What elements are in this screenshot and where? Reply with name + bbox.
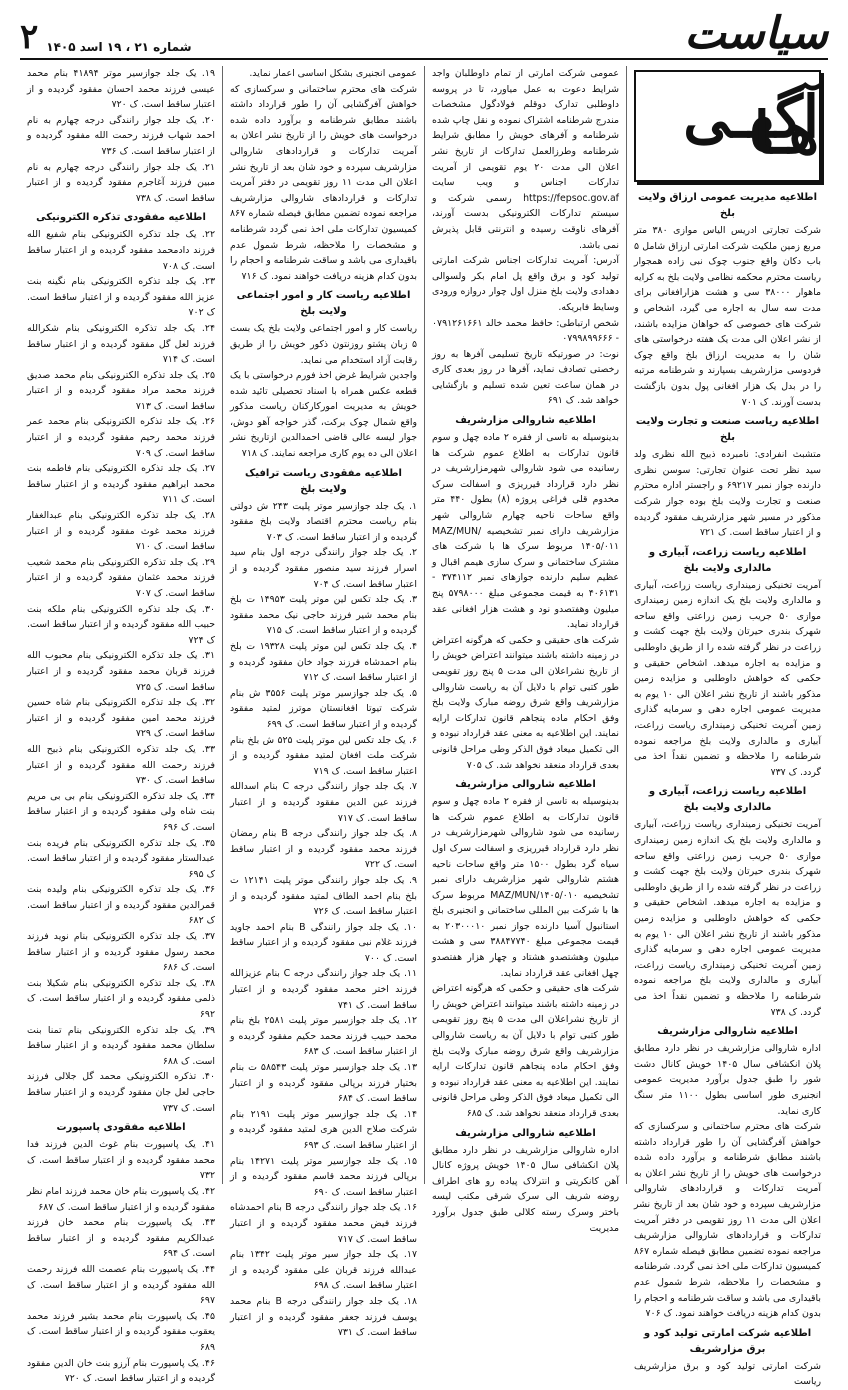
notice-heading: اطلاعیه مدیریت عمومی ارزاق ولایت بلخ — [637, 192, 818, 219]
notice-heading: اطلاعیه شاروالی مزارشریف — [657, 1026, 798, 1038]
notice-text: اداره شاروالی مزارشریف در نظر دارد مطابق پلان انکشافی سال ۱۴۰۵ خویش کانال دشت شور را طبق جدول برآورد مدیریت عمومی انجنیری طور اساسی بطول ۱۱۰۰ متر سنگ کاری نماید. — [634, 1043, 821, 1117]
list-item: ۷. یک جلد جواز رانندگی درجه C بنام اسدالله فرزند عین الدین مفقود گردیده و از اعتبار ساقط است. ک ۷۱۷ — [230, 781, 417, 824]
list-item: ۲۸. یک جلد تذکره الکترونیکی بنام عبدالغفار فرزند محمد غوث مفقود گردیده و از اعتبار ساقط است. ک ۷۱۰ — [27, 510, 215, 553]
list-item: ۳۹. یک جلد تذکره الکترونیکی بنام تمنا بنت سلطان محمد مفقود گردیده و از اعتبار ساقط است. ک ۶۸۸ — [27, 1024, 215, 1067]
list-item: ۳۱. یک جلد تذکره الکترونیکی بنام محبوب الله فرزند قربان محمد مفقود گردیده و از اعتبار ساقط است. ک ۷۲۵ — [27, 650, 215, 693]
list-item: ۳۸. یک جلد تذکره الکترونیکی بنام شکیلا بنت ذلمی مفقود گردیده و از اعتبار ساقط است. ک ۶۹۲ — [27, 977, 215, 1021]
list-item: ۱. یک جلد جوازسیر موتر پلیت ۲۴۳ ش دولتی بنام ریاست محترم اقتصاد ولایت بلخ مفقود گردیده و از اعتبار ساقط است. ک ۷۰۳ — [230, 500, 418, 543]
notice-text: آمریت تخنیکی زمینداری ریاست زراعت، آبیاری و مالداری ولایت بلخ یک اندازه زمین زمینداری موازی ۵۰ جریب زمین زراعتی واقع ساحه شهرک بندری حیرتان ولایت بلخ جهت کشت و زراعت در نظر گرفته شده را از طریق داوطلبی و مزایده به اجاره میدهد. اشخاص حقیقی و حکمی که خواهش داوطلبی و مزایده زمین مذکور باشند از تاریخ نشر اعلان الی ۱۰ یوم به مدیریت عمومی اجاره دهی و سرمایه گذاری زمین آمریت تخنیکی زمینداری ریاست زراعت، آبیاری و مالداری ولایت بلخ مراجعه نموده شرطنامه را ملاحظه و تضمین نقداً اخذ می گردد. ک ۷۳۷ — [634, 579, 822, 778]
list-item: ۱۵. یک جلد جوازسیر موتر پلیت ۱۴۲۷۱ بنام برپالی فرزند محمد قاسم مفقود گردیده و از اعتبار ساقط است. ک ۶۹۰ — [230, 1155, 417, 1198]
notice-text: شرکت امارتی تولید کود و برق مزارشریف ریاست — [634, 1360, 821, 1388]
list-item: ۱۲. یک جلد جوازسیر موتر پلیت ۲۵۸۱ بلخ بنام محمد حبیب فرزند محمد حکیم مفقود گردیده و از اعتبار ساقط است. ک ۶۸۳ — [230, 1015, 418, 1058]
notice-text: عمومی انجنیری بشکل اساسی اعمار نماید. — [249, 68, 417, 79]
list-item: ۲۲. یک جلد تذکره الکترونیکی بنام شفیع الله فرزند دادمحمد مفقود گردیده و از اعتبار ساقط است. ک ۷۰۸ — [27, 229, 215, 272]
notice-heading: اطلاعیه مفقودی پاسپورت — [56, 1122, 186, 1134]
notice-text: آمریت تخنیکی زمینداری ریاست زراعت، آبیاری و مالداری ولایت بلخ یک اندازه زمین زمینداری موازی ۵۰ جریب زمین زراعتی واقع ساحه شهرک بندری حیرتان ولایت بلخ جهت کشت و زراعت در نظر گرفته شده را از طریق داوطلبی و مزایده به اجاره میدهد. اشخاص حقیقی و حکمی که خواهش داوطلبی و مزایده زمین مذکور باشند از تاریخ نشر اعلان الی ۱۰ یوم به مدیریت عمومی اجاره دهی و سرمایه گذاری زمین آمریت تخنیکی زمینداری ریاست زراعت، آبیاری و مالداری ولایت بلخ مراجعه نموده شرطنامه را ملاحظه و تضمین نقداً اخذ می گردد. ک ۷۳۸ — [634, 819, 822, 1018]
notice-heading: اطلاعیه شرکت امارتی تولید کود و برق مزارشریف — [643, 1327, 812, 1355]
notice-text: شرکت های حقیقی و حکمی که هرگونه اعتراض در زمینه داشته باشند میتوانند اعتراض خویش را از تاریخ نشراعلان الی مدت ۵ پنج روز تقویمی طور کتبی توام با دلایل آن به ریاست شاروالی مزارشریف واقع شرق روضه مبارک ولایت بلخ وفق احکام ماده پنجاهم قانون تدارکات ارایه نمایند. این اطلاعیه به معنی عقد قرارداد نبوده و الی تکمیل میعاد فوق الذکر وطی مراحل قانونی بعدی قرارداد منعقد نخواهد شد. ک ۶۸۵ — [432, 983, 619, 1119]
list-item: ۴. یک جلد تکس لین موتر پلیت ۱۹۳۲۸ ت بلخ بنام احمدشاه فرزند جواد خان مفقود گردیده و از اعتبار ساقط است. ک ۷۱۲ — [230, 641, 417, 684]
list-item: ۴۴. یک پاسپورت بنام عصمت الله فرزند رحمت الله مفقود گردیده و از اعتبار ساقط است. ک ۶۹۷ — [27, 1263, 215, 1307]
list-item: ۲۷. یک جلد تذکره الکترونیکی بنام فاطمه بنت محمد ابراهیم مفقود گردیده و از اعتبار ساقط است. ک ۷۱۱ — [27, 463, 215, 506]
notice-heading: اطلاعیه مفقودی ریاست ترافیک ولایت بلخ — [245, 467, 402, 495]
columns — [20, 66, 828, 1388]
notice-heading: اطلاعیه شاروالی مزارشریف — [455, 415, 596, 427]
masthead — [20, 10, 828, 60]
notice-text: متشبث انفرادی: نامبرده ذبیح الله نظری ولد سید نظر تحت عنوان تجارتی: سوسن نظری دارنده جواز نمبر ۶۹۲۱۷ و راجستر اداره محترم صنعت و تجارت ولایت بلخ بوده جواز شرکت مذکور در مسیر شهر مزارشریف مفقود گردیده و از اعتبار ساقط است. ک ۷۲۱ — [634, 449, 821, 539]
list-item: ۲۱. یک جلد جواز رانندگی درجه چهارم به نام مبین فرزند آغاجرم مفقود گردیده و از اعتبار ساقط است. ک ۷۳۸ — [27, 161, 215, 204]
list-item: ۲۵. یک جلد تذکره الکترونیکی بنام محمد صدیق فرزند محمد مراد مفقود گردیده و از اعتبار ساقط است. ک ۷۱۳ — [27, 369, 215, 412]
notice-heading: اطلاعیه شاروالی مزارشریف — [455, 1127, 596, 1139]
list-item: ۳۵. یک جلد تذکره الکترونیکی بنام فریده بنت عبدالستار مفقود گردیده و از اعتبار ساقط است. ک ۶۹۵ — [27, 837, 215, 880]
issue-date: شماره ۲۱ ، ۱۹ اسد ۱۴۰۵ — [46, 40, 192, 54]
notice-text: واجدین شرایط غرض اخذ فورم درخواستی با یک قطعه عکس همراه با اسناد تحصیلی تائید شده خویش به مدیریت امورکارکنان ریاست مذکور واقع شمال چوک برکت، گذر خواجه آهو دوش، جوار لیسه عالی قاضی احمدالدین ازتاریخ نشر اعلان الی ده یوم کاری مراجعه نمایند. ک ۷۱۸ — [230, 370, 417, 460]
list-item: ۱۶. یک جلد جواز رانندگی درجه B بنام احمدشاه فرزند فیض محمد مفقود گردیده و از اعتبار ساقط است. ک ۷۱۷ — [230, 1202, 417, 1245]
list-item: ۴۶. یک پاسپورت بنام آرزو بنت خان الدین مفقود گردیده و از اعتبار ساقط است. ک ۷۲۰ — [27, 1357, 215, 1385]
list-item: ۲۶. یک جلد تذکره الکترونیکی بنام محمد عمر فرزند محمد رحیم مفقود گردیده و از اعتبار ساقط است. ک ۷۰۹ — [27, 416, 215, 459]
notice-heading: اطلاعیه ریاست کار و امور اجتماعی ولایت بلخ — [236, 290, 411, 318]
page-meta — [20, 17, 192, 58]
list-item: ۴۱. یک پاسپورت بنام غوث الدین فرزند فدا محمد مفقود گردیده و از اعتبار ساقط است. ک ۷۳۲ — [27, 1139, 215, 1182]
list-item: ۴۵. یک پاسپورت بنام محمد بشیر فرزند محمد یعقوب مفقود گردیده و از اعتبار ساقط است. ک ۶۸۹ — [27, 1310, 215, 1353]
notice-heading: اطلاعیه مفقودی تذکره الکترونیکی — [36, 212, 206, 224]
notice-text: شرکت های حقیقی و حکمی که هرگونه اعتراض در زمینه داشته باشند میتوانند اعتراض خویش را از تاریخ نشراعلان الی مدت ۵ پنج روز تقویمی طور کتبی توام با دلایل آن به ریاست شاروالی مزارشریف واقع شرق روضه مبارک ولایت بلخ وفق احکام ماده پنجاهم قانون تدارکات ارایه نمایند. این اطلاعیه به معنی عقد قرارداد نبوده و الی تکمیل میعاد فوق الذکر وطی مراحل قانونی بعدی قرارداد منعقد نخواهد شد. ک ۷۰۵ — [432, 634, 619, 771]
ads-banner — [634, 70, 821, 182]
list-item: ۱۴. یک جلد جوازسیر موتر پلیت ۲۱۹۱ بنام شرکت صلاح الدین هری لمتید مفقود گردیده و از اعتبار ساقط است. ک ۶۹۳ — [230, 1108, 417, 1151]
notice-text: شرکت تجارتی ادریس الیاس موازی ۳۸۰ متر مربع زمین ملکیت شرکت امارتی ارزاق شامل ۵ باب دکان واقع جنوب چوک نبی زاده همجوار ریاست محترم محکمه نظامی ولایت بلخ به کرایه ماهوار ۳۸۰۰۰ سی و هشت هزارافغانی برای مدت سه سال به اجاره می گیرد، اشخاص و شرکت های خصوصی که خواهان مزایده باشند، از نشر اعلان الی مدت یک هفته درخواستی های شان را به مدیریت ارزاق بلخ واقع چوک فردوسی مزارشریف بسپارند و شرطنامه مرتبه را در بدل یک هزار افغانی پول بدون بازگشت بدست آورند. ک ۷۰۱ — [634, 225, 821, 408]
column-4 — [20, 66, 222, 1385]
list-item: ۸. یک جلد جواز رانندگی درجه B بنام رمضان فرزند محمد مفقود گردیده و از اعتبار ساقط است. ک ۷۲۲ — [230, 828, 418, 871]
list-item: ۲. یک جلد جواز رانندگی درجه اول بنام سید اسرار فرزند سید منصور مفقود گردیده و از اعتبار ساقط است. ک ۷۰۴ — [230, 547, 417, 590]
notice-text: ریاست کار و امور اجتماعی ولایت بلخ یک بست ۵ زبان پشتو روزنتون ذکور خویش را از طریق رقابت آزاد استخدام می نماید. — [230, 323, 417, 366]
column-2 — [424, 66, 626, 1234]
list-item: ۱۳. یک جلد جوازسیر موتر پلیت ۵۸۵۴۳ ت بنام بختیار فرزند برپالی مفقود گردیده و از اعتبار ساقط است. ک ۶۸۴ — [230, 1062, 417, 1105]
notice-text: عمومی شرکت امارتی از تمام داوطلبان واجد شرایط دعوت به عمل میاورد، تا در پروسه داوطلبی تدارک دوقلم فولادگول مشخصات مندرج شرطنامه اشتراک نموده و نقل چاپ شده شرطنامه و آفرهای خویش را مطابق شرایط شرطنامه وطرزالعمل تدارکات از تاریخ نشر اعلان الی مدت ۲۰ یوم تقویمی از آمریت تدارکات اجناس و ویب سایت https://fepsoc.gov.af رسمی شرکت و سیستم تدارکات الکترونیکی بدست آورند، آفرهای ناوقت رسیده و انترنتی قابل پذیرش نمی باشد. — [432, 68, 619, 251]
notice-text: شرکت های محترم ساختمانی و سرکسازی که خواهش آفرگشایی آن را طور قرارداد داشته باشند مطابق شرطنامه و برآورد داده شده درخواست های خویش را از تاریخ نشر اعلان به آمریت تدارکات و قراردادهای شاروالی مزارشریف سپرده و خود شان بعد از تاریخ نشر اعلان الی مدت ۱۱ روز تقویمی در دفتر آمریت تدارکات و قراردادهای شاروالی مزارشریف مراجعه نموده تضمین مطابق فیصله شماره ۸۶۷ کمیسیون تدارکات ملی اخذ نمی گردد شرطنامه و مشخصات را ملاحظه، شرط شمول عدم باقیداری می باشد و ساقت شرطنامه و احجام را بدون کدام هزینه دریافت خواهند نمود. ک ۷۱۶ — [229, 83, 417, 282]
notice-text: بدینوسیله به تاسی از فقره ۲ ماده چهل و سوم قانون تدارکات به اطلاع عموم شرکت ها رسانیده می شود شاروالی شهرمزارشریف در نظر دارد قرارداد قیرریزی و اسفالت سرک مخدوم قلی فراغی پروژه (۸) بطول ۴۴۰ متر واقع ساحات ناحیه چهارم شاروالی شهر مزارشریف دارای نمبر تشخیصیه MAZ/MUN/۱۴۰۵/۰۱۱ مربوط سرک ها با شرکت های مشترک ساختمانی و سرک سازی هیمم اقبال و عظیم سلیم دارنده جوازهای نمبر ۳۷۴۱۱۲ - ۴۰۶۱۳۱ به قیمت مجموعی مبلغ ۵۷۹۸۰۰۰ پنج میلیون وهفتصدو نود و هشت هزار افغانی عقد قرارداد نماید. — [432, 432, 619, 631]
list-item: ۲۹. یک جلد تذکره الکترونیکی بنام محمد شعیب فرزند محمد عثمان مفقود گردیده و از اعتبار ساقط است. ک ۷۰۷ — [27, 556, 215, 599]
list-item: ۱۹. یک جلد جوازسیر موتر ۴۱۸۹۴ بنام محمد عیسی فرزند محمد احسان مفقود گردیده و از اعتبار ساقط است. ک ۷۲۰ — [27, 68, 215, 111]
list-item: ۲۰. یک جلد جواز رانندگی درجه چهارم به نام احمد شهاب فرزند رحمت الله مفقود گردیده و از اعتبار ساقط است. ک ۷۳۶ — [27, 114, 215, 157]
list-item: ۳۶. یک جلد تذکره الکترونیکی بنام ولیده بنت قمرالدین مفقود گردیده و از اعتبار ساقط است. ک ۶۸۲ — [27, 884, 215, 927]
list-item: ۴۳. یک پاسپورت بنام محمد خان فرزند عبدالکریم مفقود گردیده و از اعتبار ساقط است. ک ۶۹۴ — [27, 1217, 215, 1260]
column-3 — [222, 66, 424, 1339]
notice-text: بدینوسیله به تاسی از فقره ۲ ماده چهل و سوم قانون تدارکات به اطلاع عموم شرکت ها رسانیده می شود شاروالی شهرمزارشریف در نظر دارد قرارداد قیرریزی و اسفالت سرک اول سیاه گرد بطول ۱۵۰۰ متر واقع ساحات ناحیه هشتم شاروالی شهر مزارشریف دارای نمبر تشخیصیه MAZ/MUN/۱۴۰۵/۰۱۰ مربوط سرک ها با شرکت بین المللی ساختمانی و انجنیری بلخ استانبول آسیا دارنده جواز نمبر ۲۰۳۰۰۰۱۰ به قیمت مجموعی مبلغ ۳۸۸۴۷۷۴۰ سی و هشت میلیون وهشتصدو هشتاد و چهار هزار هفتصدو چهل افغانی عقد قرارداد نماید. — [432, 796, 619, 979]
list-item: ۳. یک جلد تکس لین موتر پلیت ۱۴۹۵۳ ت بلخ بنام محمد شیر فرزند حاجی نیک محمد مفقود گردیده و از اعتبار ساقط است. ک ۷۱۵ — [230, 594, 417, 637]
notice-heading: اطلاعیه ریاست صنعت و تجارت ولایت بلخ — [635, 416, 820, 444]
page-number: ۲ — [20, 17, 39, 57]
notice-text: نوت: در صورتیکه تاریخ تسلیمی آفرها به روز رخصتی تصادف نماید، آفرها در روز بعدی کاری در همان ساعت تعین شده تسلیم و بازگشایی خواهد شد. ک ۶۹۱ — [432, 348, 619, 407]
newspaper-logo: سیاست — [684, 8, 828, 59]
list-item: ۱۰. یک جلد جواز رانندگی B بنام احمد جاوید فرزند غلام نبی مفقود گردیده و از اعتبار ساقط است. ک ۷۰۰ — [230, 921, 417, 964]
list-item: ۲۳. یک جلد تذکره الکترونیکی بنام نگینه بنت عزیز الله مفقود گردیده و از اعتبار ساقط است. ک ۷۰۲ — [27, 276, 215, 319]
list-item: ۲۴. یک جلد تذکره الکترونیکی بنام شکرالله فرزند لعل گل مفقود گردیده و از اعتبار ساقط است. ک ۷۱۴ — [27, 322, 215, 366]
list-item: ۳۴. یک جلد تذکره الکترونیکی بنام بی بی مریم بنت شاه ولی مفقود گردیده و از اعتبار ساقط است. ک ۶۹۶ — [27, 790, 215, 833]
list-item: ۵. یک جلد جوازسیر موتر پلیت ۳۵۵۶ ش بنام شرکت تیوتا افغانستان موترز لمتید مفقود گردیده و از اعتبار ساقط است. ک ۶۹۹ — [230, 687, 417, 730]
list-item: ۴۲. یک پاسپورت بنام خان محمد فرزند امام نظر مفقود گردیده و از اعتبار ساقط است. ک ۶۸۷ — [27, 1185, 215, 1213]
notice-heading: اطلاعیه شاروالی مزارشریف — [455, 779, 596, 791]
list-item: ۴۰. تذکره الکترونیکی محمد گل جلالی فرزند حاجی لعل جان مفقود گردیده و از اعتبار ساقط است. ک ۷۳۷ — [27, 1071, 215, 1114]
list-item: ۱۷. یک جلد جواز سیر موتر پلیت ۱۳۴۲ بنام عبدالله فرزند قربان علی مفقود گردیده و از اعتبار ساقط است. ک ۶۹۸ — [230, 1249, 417, 1292]
list-item: ۶. یک جلد تکس لین موتر پلیت ۵۲۵ ش بلخ بنام شرکت ملت افغان لمتید مفقود گردیده و از اعتبار ساقط است. ک ۷۱۹ — [230, 734, 418, 777]
list-item: ۳۰. یک جلد تذکره الکترونیکی بنام ملکه بنت حبیب الله مفقود گردیده و از اعتبار ساقط است. ک ۷۲۴ — [27, 603, 215, 646]
notice-text: شخص ارتباطی: حافظ محمد خالد ۰۷۹۱۲۶۱۶۶۱ - ۰۷۹۹۸۹۹۶۶۶ — [432, 317, 619, 345]
list-item: ۱۸. یک جلد جواز رانندگی درجه B بنام محمد یوسف فرزند جعفر مفقود گردیده و از اعتبار ساقط است. ک ۷۳۱ — [230, 1295, 417, 1339]
notice-text: شرکت های محترم ساختمانی و سرکسازی که خواهش آفرگشایی آن را طور قرارداد داشته باشند مطابق شرطنامه و برآورد داده شده درخواست های خویش را از تاریخ نشر اعلان به آمریت تدارکات و قراردادهای شاروالی مزارشریف سپرده و خود شان بعد از تاریخ نشر اعلان الی مدت ۱۱ روز تقویمی در دفتر آمریت تدارکات و قراردادهای شاروالی مزارشریف مراجعه نموده تضمین مطابق فیصله شماره ۸۶۷ کمیسیون تدارکات ملی اخذ نمی گردد. شرطنامه و مشخصات را ملاحظه، شرط شمول عدم باقیداری می باشد و ساقت شرطنامه و احجام را بدون کدام هزینه دریافت خواهند نمود. ک ۷۰۶ — [633, 1121, 821, 1320]
list-item: ۱۱. یک جلد جواز رانندگی درجه C بنام عزیزالله فرزند اختر محمد مفقود گردیده و از اعتبار ساقط است. ک ۷۴۱ — [230, 968, 417, 1011]
list-item: ۳۲. یک جلد تذکره الکترونیکی بنام شاه حسین فرزند محمد امین مفقود گردیده و از اعتبار ساقط است. ک ۷۲۹ — [27, 697, 215, 740]
list-item: ۳۳. یک جلد تذکره الکترونیکی بنام ذبیح الله فرزند رحمت الله مفقود گردیده و از اعتبار ساقط است. ک ۷۳۰ — [27, 743, 215, 787]
ads-banner-title: آگهـی هـا — [683, 83, 819, 167]
notice-heading: اطلاعیه ریاست زراعت، آبیاری و مالداری ولایت بلخ — [648, 786, 807, 814]
notice-text: آدرس: آمریت تدارکات اجناس شرکت امارتی تولید کود و برق واقع پل امام بکر ولسوالی دهدادی ولایت بلخ منزل اول چوار دروازه ورودی وسایط فابریکه. — [432, 255, 619, 313]
notice-heading: اطلاعیه ریاست زراعت، آبیاری و مالداری ولایت بلخ — [648, 546, 807, 574]
column-1 — [626, 66, 828, 1388]
list-item: ۹. یک جلد جواز رانندگی موتر پلیت ۱۲۱۴۱ ت بلخ بنام احمد الطاف لمتید مفقود گردیده و از اعتبار ساقط است. ک ۷۲۶ — [230, 874, 418, 918]
list-item: ۳۷. یک جلد تذکره الکترونیکی بنام نوید فرزند محمد رسول مفقود گردیده و از اعتبار ساقط است. ک ۶۸۶ — [27, 931, 215, 974]
notice-text: اداره شاروالی مزارشریف در نظر دارد مطابق پلان انکشافی سال ۱۴۰۵ خویش پروژه کانال آهن کانکریتی و انترلاک پیاده رو های اطراف روضه شریف الی سرک شرقی مکتب لیسه باختر وسرک رسته کلالی طبق جدول برآورد مدیریت — [432, 1144, 619, 1234]
